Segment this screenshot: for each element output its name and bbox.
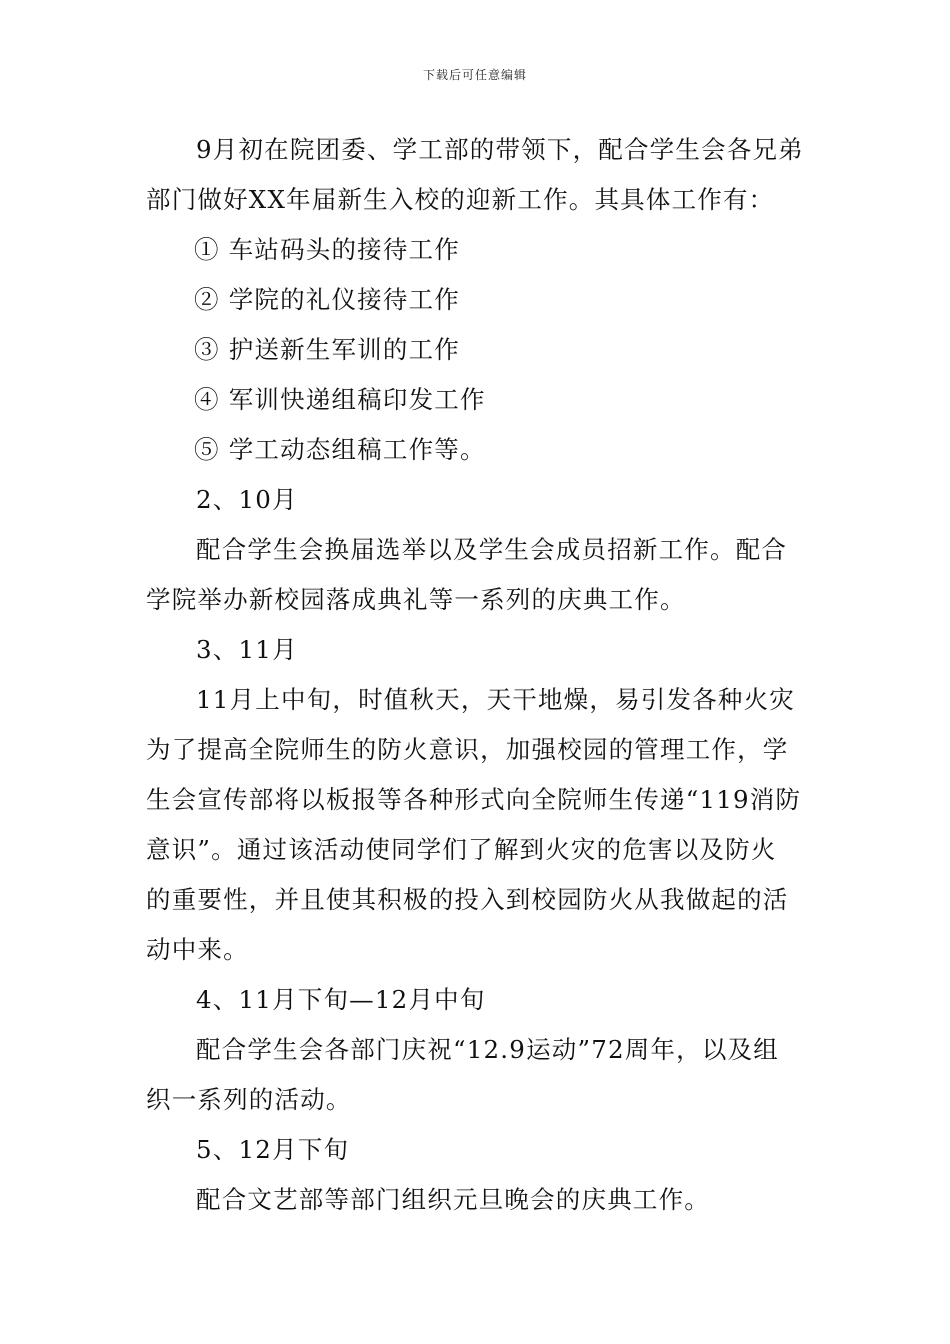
paragraph-line: 11月上中旬，时值秋天，天干地燥，易引发各种火灾 bbox=[196, 685, 795, 714]
paragraph-line: 配合学生会各部门庆祝“12.9运动”72周年，以及组 bbox=[196, 1035, 779, 1064]
paragraph-line: 织一系列的活动。 bbox=[146, 1085, 352, 1114]
list-item: ② 学院的礼仪接待工作 bbox=[194, 285, 460, 314]
list-item: ④ 军训快递组稿印发工作 bbox=[194, 385, 486, 414]
section-heading: 3、11月 bbox=[196, 635, 298, 664]
paragraph-line: 9月初在院团委、学工部的带领下，配合学生会各兄弟 bbox=[196, 135, 804, 164]
list-item: ⑤ 学工动态组稿工作等。 bbox=[194, 435, 486, 464]
document-body bbox=[146, 125, 808, 1225]
paragraph-line: 配合学生会换届选举以及学生会成员招新工作。配合 bbox=[196, 535, 788, 564]
section-heading: 4、11月下旬—12月中旬 bbox=[196, 985, 486, 1014]
page-header-note: 下载后可任意编辑 bbox=[422, 68, 527, 82]
paragraph-line: 为了提高全院师生的防火意识，加强校园的管理工作，学 bbox=[146, 735, 789, 764]
section-heading: 5、12月下旬 bbox=[196, 1135, 350, 1164]
paragraph-line: 部门做好XX年届新生入校的迎新工作。其具体工作有： bbox=[146, 185, 775, 214]
paragraph-line: 动中来。 bbox=[146, 935, 249, 964]
paragraph-line: 生会宣传部将以板报等各种形式向全院师生传递“119消防 bbox=[146, 785, 802, 814]
section-heading: 2、10月 bbox=[196, 485, 298, 514]
paragraph-line: 意识”。通过该活动使同学们了解到火灾的危害以及防火 bbox=[146, 835, 777, 864]
paragraph-line: 的重要性，并且使其积极的投入到校园防火从我做起的活 bbox=[146, 885, 789, 914]
list-item: ① 车站码头的接待工作 bbox=[194, 235, 460, 264]
list-item: ③ 护送新生军训的工作 bbox=[194, 335, 460, 364]
paragraph-line: 配合文艺部等部门组织元旦晚会的庆典工作。 bbox=[196, 1185, 710, 1214]
paragraph-line: 学院举办新校园落成典礼等一系列的庆典工作。 bbox=[146, 585, 686, 614]
